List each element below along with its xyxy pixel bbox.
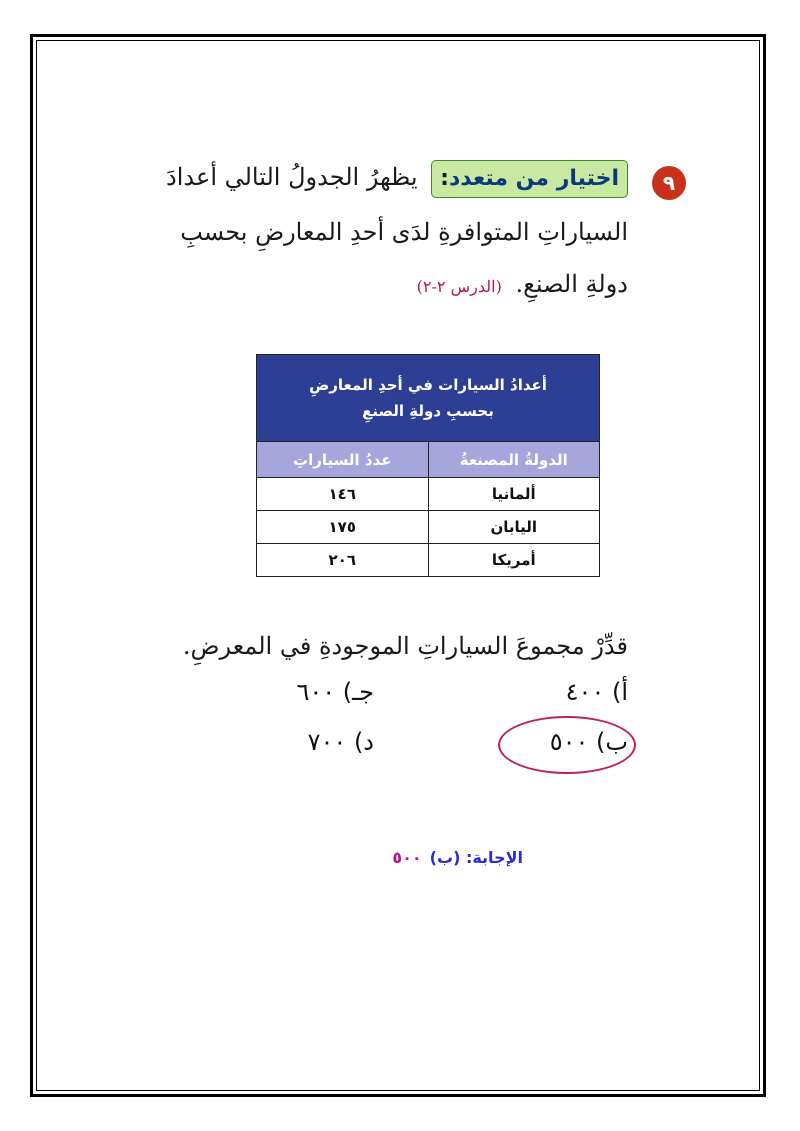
question-text-1: يظهرُ الجدولُ التالي أعدادَ xyxy=(166,163,418,191)
question-text-2: السياراتِ المتوافرةِ لدَى أحدِ المعارضِ بحسبِ xyxy=(180,218,628,246)
question-line-3 xyxy=(417,270,628,298)
question-type-tag xyxy=(431,160,628,198)
table-row xyxy=(257,544,600,577)
question-line-2 xyxy=(180,218,628,246)
cell-count: ١٧٥ xyxy=(257,511,429,544)
question-text-3: دولةِ الصنعِ. xyxy=(515,270,628,298)
option-b[interactable]: ب) ٥٠٠ xyxy=(549,728,628,756)
question-number-badge xyxy=(652,166,686,200)
cars-table xyxy=(256,354,600,577)
question-line-1 xyxy=(166,160,628,198)
cell-count: ٢٠٦ xyxy=(257,544,429,577)
cell-count: ١٤٦ xyxy=(257,478,429,511)
header-country: الدولةُ المصنعةُ xyxy=(428,442,600,478)
table-title-line-2: بحسبِ دولةِ الصنعِ xyxy=(362,402,494,420)
answer-label: الإجابة: (ب) xyxy=(429,848,523,867)
lesson-reference: (الدرس ٢-٢) xyxy=(416,277,502,296)
table-row xyxy=(257,511,600,544)
question-type-label: اختيار من متعدد xyxy=(448,166,619,191)
option-d[interactable]: د) ٧٠٠ xyxy=(307,728,374,756)
cell-country: أمريكا xyxy=(428,544,600,577)
answer-value: ٥٠٠ xyxy=(392,848,422,867)
question-number: ٩ xyxy=(662,171,676,195)
option-c[interactable]: جـ) ٦٠٠ xyxy=(296,678,374,706)
table-title xyxy=(257,355,600,442)
table-row xyxy=(257,478,600,511)
option-a[interactable]: أ) ٤٠٠ xyxy=(565,678,628,706)
correct-answer-circle xyxy=(498,716,636,774)
table-title-line-1: أعدادُ السيارات في أحدِ المعارضِ xyxy=(309,376,547,394)
answer-line xyxy=(392,848,523,867)
header-count: عددُ السياراتِ xyxy=(257,442,429,478)
estimate-prompt xyxy=(183,632,628,660)
cell-country: اليابان xyxy=(428,511,600,544)
cell-country: ألمانيا xyxy=(428,478,600,511)
question-type-colon: : xyxy=(440,166,449,191)
estimate-prompt-text: قدِّرْ مجموعَ السياراتِ الموجودةِ في المعرضِ. xyxy=(182,632,628,660)
